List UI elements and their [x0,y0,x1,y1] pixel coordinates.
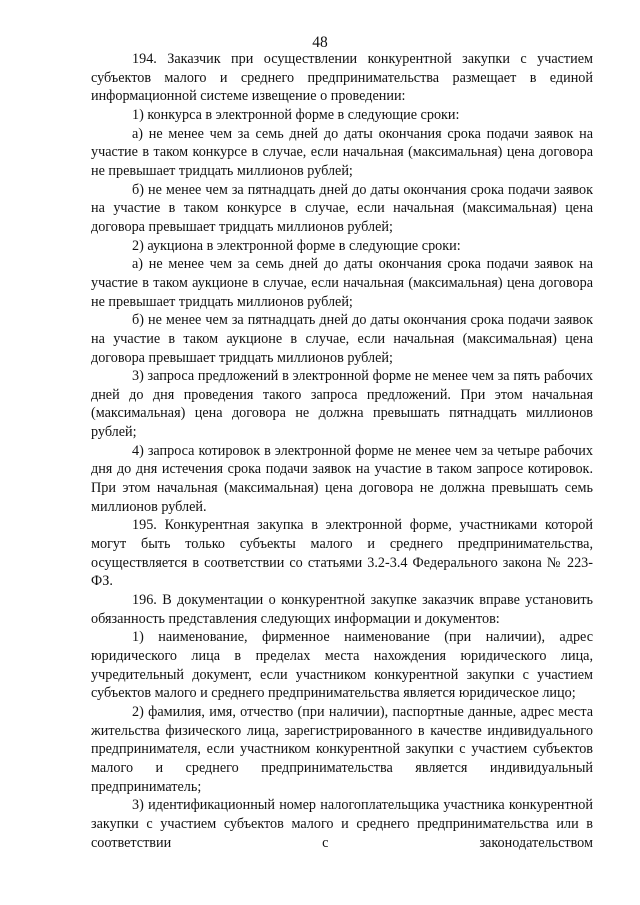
paragraph: 195. Конкурентная закупка в электронной форме, участниками которой могут быть только субъекты малого и среднего предпринимательства, осуществляется в соответствии со статьями 3.2-3.4 Федерального закона № 223-ФЗ. [91,517,593,590]
paragraph: б) не менее чем за пятнадцать дней до даты окончания срока подачи заявок на участие в таком аукционе в случае, если начальная (максимальная) цена договора превышает тридцать миллионов рублей; [91,312,593,366]
paragraph: а) не менее чем за семь дней до даты окончания срока подачи заявок на участие в таком конкурсе в случае, если начальная (максимальная) цена договора не превышает тридцать миллионов рублей; [91,125,593,179]
paragraph: 1) наименование, фирменное наименование (при наличии), адрес юридического лица в пределах места нахождения юридического лица, учредительный документ, если участником конкурентной закупки с участием субъектов малого и среднего предпринимательства является юридическое лицо; [91,629,593,702]
paragraph: 2) фамилия, имя, отчество (при наличии), паспортные данные, адрес места жительства физического лица, зарегистрированного в качестве индивидуального предпринимателя, если участником конкурентной закупки с участием субъектов малого и среднего предпринимательства является индивидуальный предприниматель; [91,703,593,795]
paragraph: 2) аукциона в электронной форме в следующие сроки: [132,237,461,254]
document-body [91,50,593,852]
paragraph: а) не менее чем за семь дней до даты окончания срока подачи заявок на участие в таком аукционе в случае, если начальная (максимальная) цена договора не превышает тридцать миллионов рублей; [91,256,593,310]
paragraph: 3) запроса предложений в электронной форме не менее чем за пять рабочих дней до дня проведения такого запроса предложений. При этом начальная (максимальная) цена договора не должна превышать пятнадцать миллионов рублей; [91,368,593,441]
paragraph: 3) идентификационный номер налогоплательщика участника конкурентной закупки с участием субъектов малого и среднего предпринимательства или в соответствии с законодательством [91,797,593,851]
paragraph: 1) конкурса в электронной форме в следующие сроки: [132,106,460,123]
paragraph: б) не менее чем за пятнадцать дней до даты окончания срока подачи заявок на участие в таком конкурсе в случае, если начальная (максимальная) цена договора превышает тридцать миллионов рублей; [91,181,593,235]
paragraph: 194. Заказчик при осуществлении конкурентной закупки с участием субъектов малого и среднего предпринимательства размещает в единой информационной системе извещение о проведении: [91,51,593,105]
page-number: 48 [312,34,328,51]
paragraph: 4) запроса котировок в электронной форме не менее чем за четыре рабочих дня до дня истечения срока подачи заявок на участие в таком запросе котировок. При этом начальная (максимальная) цена договора не должна превышать семь миллионов рублей. [91,442,593,515]
paragraph: 196. В документации о конкурентной закупке заказчик вправе установить обязанность представления следующих информации и документов: [91,592,593,627]
